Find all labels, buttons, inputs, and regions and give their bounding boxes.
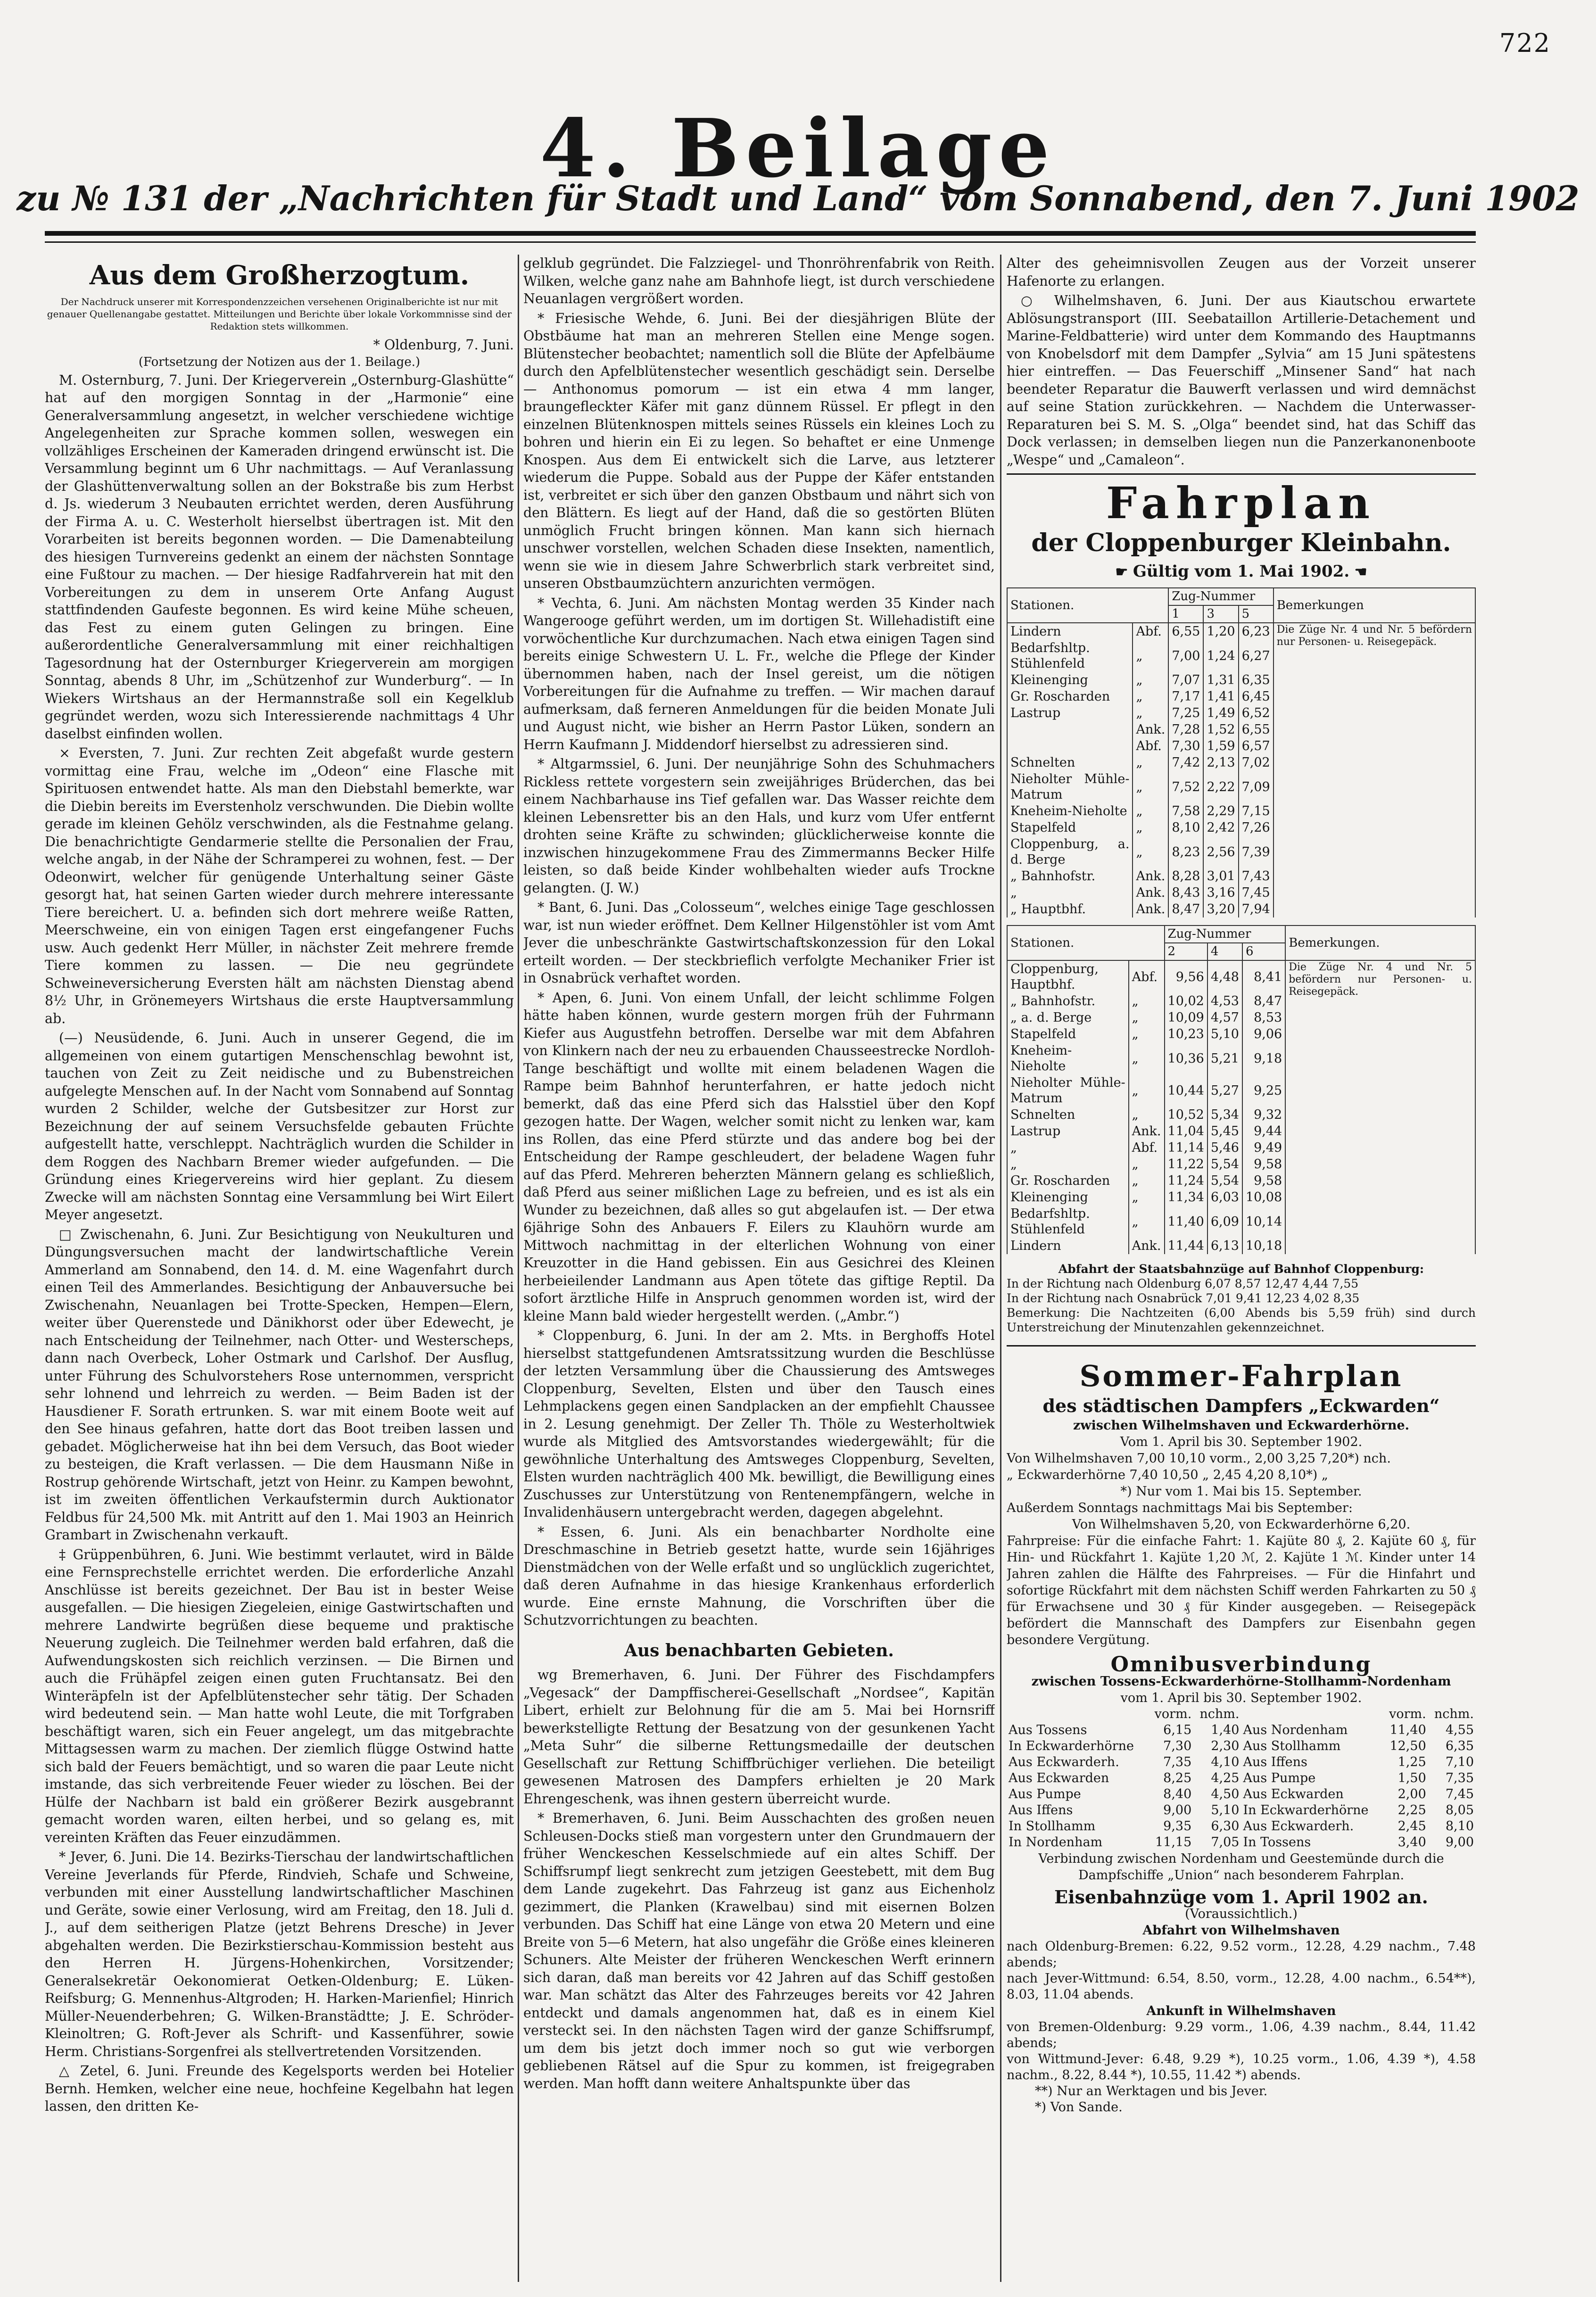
- departure-time: 10,44: [1165, 1074, 1207, 1107]
- article-apen: * Apen, 6. Juni. Von einem Unfall, der leicht schlimme Folgen hätte haben können, wurde gestern morgen früh der Fuhrmann Kiefer aus Augustfehn betroffen. Derselbe war mit dem Abfahren von Klinkern nach der neu zu erbauenden Chausseestrecke Nordloh-Tange beschäftigt und wollte mit einem beladenen Wagen die Rampe beim Bahnhof herunterfahren, er hatte jedoch nicht bemerkt, daß das eine Pferd sich das Halsstiel über den Kopf gezogen hatte. Der Wagen, welcher somit nicht zu lenken war, kam ins Rollen, das eine Pferd stürzte und das andere bog bei der Entscheidung der Rampe geschleudert, der beladene Wagen fuhr auf das Pferd. Mehreren beherzten Männern gelang es schließlich, daß Pferd aus seiner mißlichen Lage zu befreien, und es ist als ein Wunder zu bezeichnen, daß alles so gut abgelaufen ist. — Der etwa 6jährige Sohn des Anbauers F. Eilers zu Klauhörn wurde am Mittwoch nachmittag in der elterlichen Wohnung von einer Kreuzotter in die Hand gebissen. Ein aus Gesichrei des Kleinen herbeieilender Landmann aus Apen tötete das giftige Reptil. Da sofort ärztliche Hilfe in Anspruch genommen worden ist, wird der kleine Mann bald wieder hergestellt werden. („Ambr.“): [523, 990, 995, 1324]
- timetable-remarks: Die Züge Nr. 4 und Nr. 5 befördern nur Personen- u. Reisegepäck.: [1273, 623, 1475, 917]
- arrival-departure-mark: „: [1133, 754, 1168, 771]
- omnibus-stop: Aus Nordenham: [1243, 1722, 1348, 1737]
- arrival-departure-mark: Abf.: [1133, 623, 1168, 640]
- fahrplan-validity: ☛ Gültig vom 1. Mai 1902. ☚: [1115, 562, 1367, 581]
- article-grueppenbuehren: ‡ Grüppenbühren, 6. Juni. Wie bestimmt verlautet, wird in Bälde eine Fernsprechstelle errichtet werden. Die erforderliche Anzahl Anschlüsse ist bereits gezeichnet. Der Bau ist in bester Weise ausgefallen. — Die hiesigen Ziegeleien, einige Gastwirtschaften und mehrere Landwirte begrüßen diese bequeme und praktische Neuerung zugleich. Die Teilnehmer werden bald erfahren, daß die Aufwendungskosten sich reichlich verzinsen. — Die Birnen und auch die Frühäpfel zeigen einen guten Fruchtansatz. Bei den Winteräpfeln ist der Apfelblütenstecher sehr tätig. Der Schaden wird bedeutend sein. — Man hatte wohl Leute, die mit Torfgraben beschäftigt waren, sich ein Feuer angelegt, um das mitgebrachte Mittagsessen warm zu machen. Der ziemlich flügge Ostwind hatte sich bald der Feuers bemächtigt, und so waren die paar Leute nicht imstande, das sich verbreitende Feuer wieder zu löschen. Bei der Hülfe der Nachbarn ist bald ein größerer Bezirk ausgebrannt gemacht worden waren, eilten herbei, und so gelang es, mit vereinten Kräften das Feuer einzudämmen.: [45, 1546, 514, 1845]
- eisenbahn-arrival-line: von Wittmund-Jever: 6.48, 9.29 *), 10.25 vorm., 1.06, 4.39 *), 4.58 nachm., 8.22, 8.44 *), 10.55, 11.42 *) abends.: [1007, 2052, 1476, 2083]
- article-osternburg: M. Osternburg, 7. Juni. Der Kriegerverein „Osternburg-Glashütte“ hat auf den morgigen Sonntag in der „Harmonie“ eine Generalversammlung angesetzt, in welcher verschiedene wichtige Angelegenheiten zur Sprache kommen sollen, weswegen ein vollzähliges Erscheinen der Kameraden dringend erwünscht ist. Die Versammlung beginnt um 6 Uhr nachmittags. — Auf Veranlassung der Glashüttenverwaltung sollen an der Bokstraße bis zum Herbst d. Js. wiederum 3 Neubauten errichtet werden, deren Ausführung der Firma A. u. C. Westerholt hierselbst übertragen ist. Mit den Vorarbeiten ist bereits begonnen worden. — Die Damenabteilung des hiesigen Turnvereins gedenkt an einem der nächsten Sonntage eine Fußtour zu machen. — Der hiesige Radfahrverein hat mit den Vorbereitungen zu dem in unserem Orte Anfang August stattfindenden Gaufeste begonnen. Es wird keine Mühe scheuen, das Fest zu einem guten Gelingen zu bringen. Eine außerordentliche Generalversammlung mit einer reichhaltigen Tagesordnung hat der Osternburger Kriegerverein am morgigen Sonntag, abends 8 Uhr, im „Schützenhof zur Wunderburg“. — In Wiekers Wirtshaus an der Hermannstraße soll ein Kegelklub gegründet werden, wozu sich Interessierende nachmittags 4 Uhr daselbst einfinden wollen.: [45, 372, 514, 742]
- sommer-fahrplan-line: Von Wilhelmshaven 5,20, von Eckwarderhörne 6,20.: [1072, 1517, 1411, 1532]
- departure-time: 5,10: [1207, 1026, 1242, 1042]
- arrival-departure-mark: „: [1133, 836, 1168, 868]
- station-name: Stapelfeld: [1007, 1026, 1129, 1042]
- fahrplan-note: Bemerkung: Die Nachtzeiten (6,00 Abends bis 5,59 früh) sind durch Unterstreichung der Minutenzahlen gekennzeichnet.: [1007, 1306, 1476, 1335]
- departure-time: 5,54: [1207, 1156, 1242, 1173]
- divider: [1007, 473, 1476, 475]
- departure-time: 4,53: [1207, 993, 1242, 1009]
- departure-time: 11,40: [1165, 1206, 1207, 1238]
- arrival-departure-mark: „: [1129, 993, 1165, 1009]
- arrival-departure-mark: „: [1129, 1189, 1165, 1206]
- timetable-remarks: Die Züge Nr. 4 und Nr. 5 befördern nur Personen- u. Reisegepäck.: [1285, 960, 1475, 1254]
- departure-time: 2,13: [1203, 754, 1238, 771]
- departure-time: 5,21: [1207, 1042, 1242, 1074]
- masthead-rule-thin: [45, 241, 1476, 243]
- station-name: „ Bahnhofstr.: [1007, 993, 1129, 1009]
- arrival-departure-mark: „: [1133, 819, 1168, 836]
- departure-time: 6,55: [1168, 623, 1203, 640]
- departure-time: 11,22: [1165, 1156, 1207, 1173]
- fahrplan-note: In der Richtung nach Oldenburg 6,07 8,57 12,47 4,44 7,55: [1007, 1277, 1359, 1291]
- article-bremerhaven-1: wg Bremerhaven, 6. Juni. Der Führer des Fischdampfers „Vegesack“ der Dampffischerei-Gesellschaft „Nordsee“, Kapitän Libert, erhielt zur Belohnung für die am 5. Mai bei Hornsriff bewerkstelligte Rettung der Besatzung von der gesunkenen Yacht „Meta Suhr“ die silberne Rettungsmedaille der deutschen Gesellschaft zur Rettung Schiffbrüchiger verliehen. Die beteiligt gewesenen Matrosen des Dampfers erhielten je 20 Mark Ehrengeschenk, was ihnen gestern überreicht wurde.: [523, 1667, 995, 1807]
- article-bremerhaven-2: * Bremerhaven, 6. Juni. Beim Ausschachten des großen neuen Schleusen-Docks stieß man vorgestern unter den Grundmauern der früher Wenckeschen Kesselschmiede auf ein altes Schiff. Der Schiffsrumpf liegt senkrecht zum jetzigen Geestebett, mit dem Bug dem Lande zugekehrt. Das Fahrzeug ist ganz aus Eichenholz gezimmert, die Planken (Krawelbau) sind mit eisernen Bolzen verbunden. Das Schiff hat eine Länge von etwa 20 Metern und eine Breite von 5—6 Metern, hat also ungefähr die Größe eines kleineren Schuners. Alte Meister der früheren Wenckeschen Werft erinnern sich daran, daß man bereits vor 42 Jahren auf das Schiff gestoßen war. Man schätzt das Alter des Fahrzeuges bereits vor 42 Jahren entdeckt und damals angenommen hat, daß es in einem Kiel versteckt sei. In den nächsten Tagen wird der ganze Schiffsrumpf, um dem bis jetzt doch immer noch so gut wie verborgen gebliebenen Rätsel auf die Spur zu kommen, ist freigegraben werden. Man hofft dann weitere Anhaltspunkte über das: [523, 1810, 995, 2091]
- table-header-remarks: Bemerkungen.: [1285, 925, 1475, 960]
- omnibus-stop: Aus Eckwarderh.: [1243, 1818, 1354, 1834]
- sommer-fahrplan-prices: Fahrpreise: Für die einfache Fahrt: 1. Kajüte 80 ₰, 2. Kajüte 60 ₰, für Hin- und Rückfahrt 1. Kajüte 1,20 ℳ, 2. Kajüte 1 ℳ. Kinder unter 14 Jahren zahlen die Hälfte des Fahrpreises. — Für die Hinfahrt und sofortige Rückfahrt mit dem nächsten Schiff werden Fahrkarten zu 50 ₰ für Erwachsene und 30 ₰ für Kinder ausgegeben. — Reisegepäck befördert die Mannschaft des Dampfers zur Eisenbahn gegen besondere Vergütung.: [1007, 1534, 1476, 1648]
- article-zetel-continued: gelklub gegründet. Die Falzziegel- und Thonröhrenfabrik von Reith. Wilken, welche ganz nahe am Bahnhofe liegt, ist durch verschiedene Neuanlagen vergrößert worden.: [523, 256, 995, 306]
- station-name: „: [1007, 884, 1133, 901]
- column-label: vorm.: [1389, 1706, 1426, 1721]
- arrival-departure-mark: „: [1129, 1173, 1165, 1189]
- omnibus-stop: In Tossens: [1243, 1834, 1311, 1850]
- departure-time: 10,02: [1165, 993, 1207, 1009]
- departure-time: 9,06: [1242, 1026, 1285, 1042]
- article-bremerhaven-continued: Alter des geheimnisvollen Zeugen aus der Vorzeit unserer Hafenorte zu erlangen.: [1007, 256, 1476, 289]
- train-number: 6: [1242, 943, 1285, 960]
- dateline: * Oldenburg, 7. Juni.: [373, 337, 514, 353]
- article-bant: * Bant, 6. Juni. Das „Colosseum“, welches einige Tage geschlossen war, ist nun wieder eröffnet. Dem Kellner Hilgenstöhler ist vom Amt Jever die unbeschränkte Gastwirtschaftskonzession für den Lokal erteilt worden. — Der steckbrieflich verfolgte Mechaniker Frier ist in Osnabrück verhaftet worden.: [523, 900, 995, 986]
- omnibus-time: 9,00: [1445, 1834, 1474, 1850]
- article-cloppenburg: * Cloppenburg, 6. Juni. In der am 2. Mts. in Berghoffs Hotel hierselbst stattgefundenen Amtsratssitzung wurden die Beschlüsse der letzten Versammlung über die Chaussierung des Amtsweges Cloppenburg, Sevelten, Elsten und über den Tausch eines Lehmplackens gegen einen Sandplacken an der empfiehlt Chaussee in 2. Lesung genehmigt. Der Zeller Th. Thöle zu Westerholtwiek wurde als Mitglied des Amtsvorstandes wiedergewählt; für die gewöhnliche Unterhaltung des Amtsweges Cloppenburg, Sevelten, Elsten wurden nachträglich 400 Mk. bewilligt, die Bewilligung eines Zuschusses zur Unterstützung von Rentenempfängern, welche in Invalidenhäusern untergebracht werden, dagegen abgelehnt.: [523, 1328, 995, 1520]
- pointing-hand-icon: ☛: [1115, 563, 1133, 580]
- table-header-train-number: Zug-Nummer: [1165, 925, 1286, 943]
- departure-time: 10,23: [1165, 1026, 1207, 1042]
- departure-time: 1,49: [1203, 705, 1238, 721]
- omnibus-stop: Aus Pumpe: [1009, 1786, 1081, 1801]
- page-number: 722: [1499, 28, 1551, 58]
- omnibus-stop: Aus Pumpe: [1243, 1770, 1316, 1785]
- departure-time: 1,59: [1203, 738, 1238, 754]
- departure-time: 6,27: [1239, 640, 1273, 672]
- article-friesische-wehde: * Friesische Wehde, 6. Juni. Bei der diesjährigen Blüte der Obstbäume hat man an mehreren Stellen eine Menge sogen. Blütenstecher beobachtet; namentlich soll die Blüte der Apfelbäume durch den Apfelblütenstecher wesentlich geschädigt sein. Derselbe — Anthonomus pomorum — ist ein etwa 4 mm langer, braungefleckter Käfer mit ganz dünnem Rüssel. Er pflegt in den einzelnen Blütenknospen mittels seines Rüssels ein kleines Loch zu bohren und hierin ein Ei zu legen. So behaftet er eine Unmenge Knospen. Aus dem Ei entwickelt sich die Larve, aus letzterer wiederum die Puppe. Sobald aus der Puppe der Käfer entstanden ist, verbreitet er sich über den ganzen Obstbaum und nährt sich von den Blättern. Es liegt auf der Hand, daß die so gestörten Blüten unmöglich Frucht bringen können. Man kann sich hiernach unschwer vorstellen, welchen Schaden diese Insekten, namentlich, wenn sie wie in diesem Jahre Schwerbrlich stark verbreitet sind, unseren Obstbaumzüchtern anzurichten vermögen.: [523, 310, 995, 591]
- omnibus-stop: Aus Stollhamm: [1243, 1738, 1341, 1753]
- omnibus-row: [1007, 1818, 1476, 1834]
- omnibus-time: 1,25: [1398, 1754, 1426, 1769]
- column-label: nchm.: [1199, 1706, 1240, 1721]
- train-number: 1: [1168, 605, 1203, 623]
- fahrplan-subtitle: der Cloppenburger Kleinbahn.: [1031, 529, 1451, 558]
- omnibus-time: 4,25: [1211, 1770, 1240, 1785]
- arrival-departure-mark: „: [1133, 705, 1168, 721]
- eisenbahn-note: (Voraussichtlich.): [1185, 1907, 1298, 1922]
- omnibus-time: 2,00: [1398, 1786, 1426, 1801]
- departure-time: 11,24: [1165, 1173, 1207, 1189]
- station-name: Gr. Roscharden: [1007, 1173, 1129, 1189]
- omnibus-time: 4,50: [1211, 1786, 1240, 1801]
- sommer-fahrplan-line: *) Nur vom 1. Mai bis 15. September.: [1120, 1484, 1362, 1499]
- sommer-fahrplan-line: „ Eckwarderhörne 7,40 10,50 „ 2,45 4,20 8,10*) „: [1007, 1468, 1328, 1483]
- omnibus-time: 2,45: [1398, 1818, 1426, 1834]
- departure-time: 11,04: [1165, 1123, 1207, 1140]
- departure-time: 7,52: [1168, 771, 1203, 803]
- departure-time: 7,15: [1239, 803, 1273, 819]
- article-eversten: × Eversten, 7. Juni. Zur rechten Zeit abgefaßt wurde gestern vormittag eine Frau, welche im „Odeon“ eine Flasche mit Spirituosen entwendet hatte. Als man den Diebstahl bemerkte, war die Diebin bereits im Everstenholz verschwunden. Die Diebin wollte gerade im kleinen Gehölz verschwinden, als die Festnahme gelang. Die benachrichtigte Gendarmerie stellte die Personalien der Frau, welche angab, in der Nähe der Schramperei zu wohnen, fest. — Der Odeonwirt, welcher für genügende Unterhaltung seiner Gäste gesorgt hat, hat seinen Garten wieder durch mehrere interessante Tiere bereichert. U. a. befinden sich dort mehrere weiße Ratten, Meerschweine, ein von einigen Tagen erst eingefangener Fuchs usw. Auch gedenkt Herr Müller, in nächster Zeit mehrere fremde Tiere kommen zu lassen. — Die neu gegründete Schweineversicherung Eversten hält am nächsten Dienstag abend 8½ Uhr, in Grönemeyers Wirtshaus die erste Hauptversammlung ab.: [45, 745, 514, 1026]
- table-header-train-number: Zug-Nummer: [1168, 588, 1273, 605]
- omnibus-time: 8,10: [1445, 1818, 1474, 1834]
- sommer-fahrplan-subtitle: des städtischen Dampfers „Eckwarden“: [1042, 1395, 1440, 1416]
- omnibus-stop: Aus Tossens: [1009, 1722, 1087, 1737]
- arrival-departure-mark: „: [1133, 672, 1168, 688]
- departure-time: 9,18: [1242, 1042, 1285, 1074]
- departure-time: 1,31: [1203, 672, 1238, 688]
- train-number: 3: [1203, 605, 1238, 623]
- train-number: 4: [1207, 943, 1242, 960]
- omnibus-time: 7,05: [1211, 1834, 1240, 1850]
- arrival-departure-mark: Abf.: [1133, 738, 1168, 754]
- timetable-row: [1007, 960, 1475, 993]
- departure-time: 8,10: [1168, 819, 1203, 836]
- departure-time: 7,42: [1168, 754, 1203, 771]
- fahrplan-note: In der Richtung nach Osnabrück 7,01 9,41 12,23 4,02 8,35: [1007, 1291, 1360, 1305]
- column-3: [1007, 255, 1476, 2277]
- departure-time: 6,52: [1239, 705, 1273, 721]
- masthead-subtitle: zu № 131 der „Nachrichten für Stadt und Land“ vom Sonnabend, den 7. Juni 1902: [17, 178, 1579, 218]
- departure-time: 5,46: [1207, 1140, 1242, 1156]
- table-header-stations: Stationen.: [1007, 588, 1168, 623]
- table-header-stations: Stationen.: [1007, 925, 1165, 960]
- arrival-departure-mark: Ank.: [1133, 884, 1168, 901]
- article-jever: * Jever, 6. Juni. Die 14. Bezirks-Tierschau der landwirtschaftlichen Vereine Jeverlands für Pferde, Rindvieh, Schafe und Schweine, verbunden mit einer Ausstellung landwirtschaftlicher Maschinen und Geräte, sowie einer Verlosung, wird am Freitag, den 18. Juli d. J., auf dem seitherigen Platze (jetzt Behrens Dresche) in Jever abgehalten werden. Die Bezirkstierschau-Kommission besteht aus den Herren H. Jürgens-Hohenkirchen, Vorsitzender; Generalsekretär Oekonomierat Oetken-Oldenburg; E. Lüken-Reifsburg; G. Mennenhus-Altgroden; H. Harken-Marienfiel; Hinrich Müller-Neuenderbehren; G. Wilken-Branstädtte; J. E. Schröder-Kleinoltren; G. Roft-Jever als Schrift- und Kassenführer, sowie Herm. Christians-Sorgenfrei als stellvertretenden Vorsitzenden.: [45, 1849, 514, 2059]
- article-zetel: △ Zetel, 6. Juni. Freunde des Kegelsports werden bei Hotelier Bernh. Hemken, welcher eine neue, hochfeine Kegelbahn hat legen lassen, den dritten Ke-: [45, 2063, 514, 2115]
- continuation-note: (Fortsetzung der Notizen aus der 1. Beilage.): [138, 355, 421, 370]
- departure-time: 10,09: [1165, 1009, 1207, 1026]
- omnibus-time: 11,40: [1389, 1722, 1426, 1737]
- departure-time: 5,54: [1207, 1173, 1242, 1189]
- station-name: [1007, 738, 1133, 754]
- departure-time: 7,00: [1168, 640, 1203, 672]
- departure-time: 10,52: [1165, 1107, 1207, 1123]
- omnibus-time: 1,40: [1211, 1722, 1240, 1737]
- departure-time: 6,55: [1239, 721, 1273, 738]
- article-essen: * Essen, 6. Juni. Als ein benachbarter Nordholte eine Dreschmaschine in Betrieb gesetzt hatte, wurde sein 16jähriges Dienstmädchen von der Welle erfaßt und so unglücklich zugerichtet, daß deren Aufnahme in das hiesige Krankenhaus erforderlich wurde. Eine ernste Mahnung, die Vorschriften über die Schutzvorrichtungen zu beachten.: [523, 1524, 995, 1628]
- timetable-row: [1007, 623, 1475, 640]
- arrival-departure-mark: Ank.: [1133, 721, 1168, 738]
- departure-time: 7,07: [1168, 672, 1203, 688]
- departure-time: 7,25: [1168, 705, 1203, 721]
- departure-time: 7,26: [1239, 819, 1273, 836]
- arrival-departure-mark: Ank.: [1133, 868, 1168, 884]
- departure-time: 10,18: [1242, 1238, 1285, 1254]
- fahrplan-title: Fahrplan: [1106, 478, 1377, 529]
- omnibus-row: [1007, 1802, 1476, 1818]
- station-name: Lastrup: [1007, 1123, 1129, 1140]
- departure-time: 1,41: [1203, 688, 1238, 705]
- omnibus-connection: Verbindung zwischen Nordenham und Geestemünde durch die Dampfschiffe „Union“ nach besonderem Fahrplan.: [1038, 1851, 1444, 1883]
- article-vechta: * Vechta, 6. Juni. Am nächsten Montag werden 35 Kinder nach Wangerooge geführt werden, um im dortigen St. Willehadistift eine vorwöchentliche Kur durchzumachen. Nach etwa einigen Tagen sind bereits einige Schwestern U. L. Fr., welche die Pflege der Kinder übernommen haben, nach der Insel gereist, um die nötigen Vorbereitungen für die Aufnahme zu treffen. — Wir machen darauf aufmerksam, daß ferneren Anmeldungen für die beiden Monate Juli und August nicht, wie bisher an Herrn Pastor Lüken, sondern an Herrn Kaufmann J. Middendorf hierselbst zu adressieren sind.: [523, 595, 995, 752]
- departure-time: 5,34: [1207, 1107, 1242, 1123]
- omnibus-time: 4,55: [1445, 1722, 1474, 1737]
- departure-time: 11,44: [1165, 1238, 1207, 1254]
- timetable-outbound: [1007, 587, 1476, 917]
- station-name: Lastrup: [1007, 705, 1133, 721]
- departure-time: 6,09: [1207, 1206, 1242, 1238]
- eisenbahn-title: Eisenbahnzüge vom 1. April 1902 an.: [1054, 1886, 1428, 1908]
- departure-time: 7,28: [1168, 721, 1203, 738]
- departure-time: 8,43: [1168, 884, 1203, 901]
- departure-time: 5,45: [1207, 1123, 1242, 1140]
- arrival-departure-mark: „: [1133, 688, 1168, 705]
- arrival-departure-mark: „: [1129, 1042, 1165, 1074]
- station-name: Nieholter Mühle-Matrum: [1007, 1074, 1129, 1107]
- arrival-departure-mark: „: [1133, 803, 1168, 819]
- departure-time: 10,08: [1242, 1189, 1285, 1206]
- arrival-departure-mark: Ank.: [1129, 1123, 1165, 1140]
- station-name: „: [1007, 1156, 1129, 1173]
- departure-time: 7,58: [1168, 803, 1203, 819]
- omnibus-row: [1007, 1834, 1476, 1851]
- eisenbahn-departure-heading: Abfahrt von Wilhelmshaven: [1142, 1923, 1340, 1938]
- station-name: Kleinenging: [1007, 1189, 1129, 1206]
- arrival-departure-mark: „: [1133, 771, 1168, 803]
- omnibus-period: vom 1. April bis 30. September 1902.: [1120, 1690, 1362, 1705]
- departure-time: 2,22: [1203, 771, 1238, 803]
- departure-time: 9,58: [1242, 1173, 1285, 1189]
- train-number: 5: [1239, 605, 1273, 623]
- departure-time: 4,57: [1207, 1009, 1242, 1026]
- column-divider-2: [1000, 255, 1001, 2282]
- section-heading-grossherzogtum: Aus dem Großherzogtum.: [89, 260, 470, 291]
- departure-time: 2,56: [1203, 836, 1238, 868]
- omnibus-stop: Aus Iffens: [1243, 1754, 1307, 1769]
- omnibus-time: 6,30: [1211, 1818, 1240, 1834]
- eisenbahn-arrival-heading: Ankunft in Wilhelmshaven: [1146, 2004, 1336, 2019]
- masthead-title: 4. Beilage: [540, 101, 1056, 196]
- arrival-departure-mark: „: [1133, 640, 1168, 672]
- omnibus-time: 8,40: [1163, 1786, 1192, 1801]
- station-name: Stapelfeld: [1007, 819, 1133, 836]
- sommer-fahrplan-title: Sommer-Fahrplan: [1079, 1359, 1403, 1394]
- station-name: Kneheim-Nieholte: [1007, 1042, 1129, 1074]
- departure-time: 9,49: [1242, 1140, 1285, 1156]
- omnibus-time: 7,10: [1445, 1754, 1474, 1769]
- pointing-hand-icon: ☚: [1349, 563, 1367, 580]
- departure-time: 6,23: [1239, 623, 1273, 640]
- departure-time: 8,53: [1242, 1009, 1285, 1026]
- departure-time: 8,23: [1168, 836, 1203, 868]
- departure-time: 3,20: [1203, 901, 1238, 917]
- departure-time: 6,45: [1239, 688, 1273, 705]
- omnibus-time: 6,15: [1163, 1722, 1192, 1737]
- omnibus-time: 9,35: [1163, 1818, 1192, 1834]
- omnibus-stop: Aus Eckwarderh.: [1009, 1754, 1119, 1769]
- column-divider-1: [518, 255, 519, 2282]
- departure-time: 4,48: [1207, 960, 1242, 993]
- omnibus-stop: In Stollhamm: [1009, 1818, 1096, 1834]
- fahrplan-notes-heading: Abfahrt der Staatsbahnzüge auf Bahnhof Cloppenburg:: [1058, 1262, 1424, 1276]
- sommer-fahrplan-period: Vom 1. April bis 30. September 1902.: [1120, 1435, 1363, 1450]
- arrival-departure-mark: „: [1129, 1156, 1165, 1173]
- arrival-departure-mark: Abf.: [1129, 1140, 1165, 1156]
- eisenbahn-footnote: **) Nur an Werktagen und bis Jever.: [1035, 2084, 1268, 2099]
- column-label: vorm.: [1154, 1706, 1192, 1721]
- departure-time: 3,16: [1203, 884, 1238, 901]
- sommer-fahrplan-line: Von Wilhelmshaven 7,00 10,10 vorm., 2,00 3,25 7,20*) nch.: [1007, 1451, 1391, 1466]
- arrival-departure-mark: Ank.: [1133, 901, 1168, 917]
- arrival-departure-mark: Ank.: [1129, 1238, 1165, 1254]
- omnibus-stop: Aus Eckwarden: [1243, 1786, 1344, 1801]
- departure-time: 7,94: [1239, 901, 1273, 917]
- omnibus-row: [1007, 1786, 1476, 1802]
- departure-time: 10,14: [1242, 1206, 1285, 1238]
- omnibus-time: 7,30: [1163, 1738, 1192, 1753]
- station-name: „ Bahnhofstr.: [1007, 868, 1133, 884]
- omnibus-time: 7,35: [1445, 1770, 1474, 1785]
- departure-time: 5,27: [1207, 1074, 1242, 1107]
- departure-time: 1,24: [1203, 640, 1238, 672]
- departure-time: 8,47: [1168, 901, 1203, 917]
- reprint-notice: Der Nachdruck unserer mit Korrespondenzzeichen versehenen Originalberichte ist nur mit genauer Quellenangabe gestattet. Mitteilungen und Berichte über lokale Vorkommnisse sind der Redaktion stets willkommen.: [47, 296, 512, 332]
- sommer-fahrplan-route: zwischen Wilhelmshaven und Eckwarderhörne.: [1073, 1418, 1410, 1433]
- arrival-departure-mark: „: [1129, 1026, 1165, 1042]
- departure-time: 7,09: [1239, 771, 1273, 803]
- column-label: nchm.: [1434, 1706, 1474, 1721]
- table-header-remarks: Bemerkungen: [1273, 588, 1475, 623]
- omnibus-title: Omnibusverbindung: [1110, 1653, 1372, 1677]
- departure-time: 9,56: [1165, 960, 1207, 993]
- arrival-departure-mark: „: [1129, 1009, 1165, 1026]
- departure-time: 7,43: [1239, 868, 1273, 884]
- station-name: Bedarfshltp. Stühlenfeld: [1007, 1206, 1129, 1238]
- departure-time: 6,57: [1239, 738, 1273, 754]
- station-name: Cloppenburg, Hauptbhf.: [1007, 960, 1129, 993]
- sommer-fahrplan-line: Außerdem Sonntags nachmittags Mai bis September:: [1007, 1501, 1353, 1516]
- departure-time: 7,30: [1168, 738, 1203, 754]
- omnibus-time: 12,50: [1389, 1738, 1426, 1753]
- departure-time: 7,45: [1239, 884, 1273, 901]
- departure-time: 11,34: [1165, 1189, 1207, 1206]
- station-name: Schnelten: [1007, 754, 1133, 771]
- article-zwischenahn: □ Zwischenahn, 6. Juni. Zur Besichtigung von Neukulturen und Düngungsversuchen macht der landwirtschaftliche Verein Ammerland am Sonnabend, den 14. d. M. eine Wagenfahrt durch einen Teil des Ammerlandes. Besichtigung der Anbauversuche bei Zwischenahn, Neuanlagen bei Trotte-Specken, Hempen—Elern, weiter über Querenstede und Dänikhorst oder über Edewecht, je nach Entscheidung der Teilnehmer, nach Otter- und Westerscheps, dann nach Overbeck, Loher Ostmark und Carlshof. Der Ausflug, unter Führung des Schulvorstehers Rose unternommen, verspricht sehr lohnend und lehrreich zu werden. — Beim Baden ist der Hausdiener F. Sorath ertrunken. S. war mit einem Boote weit auf den See hinaus gefahren, hatte dort das Boot treiben lassen und gebadet. Möglicherweise hat ihn bei dem Versuch, das Boot wieder zu besteigen, die Kraft verlassen. — Die dem Hausmann Niße in Rostrup gehörende Wirtschaft, jetzt von Heinr. zu Kampen bewohnt, ist im zweiten öffentlichen Verkaufstermin durch Auktionator Feldbus für 24,500 Mk. mit Antritt auf den 1. Mai 1903 an Heinrich Grambart in Zwischenahn verkauft.: [45, 1226, 514, 1543]
- omnibus-table: [1007, 1706, 1476, 1851]
- departure-time: 8,47: [1242, 993, 1285, 1009]
- arrival-departure-mark: „: [1129, 1107, 1165, 1123]
- omnibus-time: 1,50: [1398, 1770, 1426, 1785]
- omnibus-stop: Aus Eckwarden: [1009, 1770, 1109, 1785]
- omnibus-time: 6,35: [1445, 1738, 1474, 1753]
- omnibus-time: 8,05: [1445, 1802, 1474, 1818]
- station-name: „: [1007, 1140, 1129, 1156]
- omnibus-stop: In Eckwarderhörne: [1243, 1802, 1369, 1818]
- timetable-return: [1007, 925, 1476, 1254]
- omnibus-time: 4,10: [1211, 1754, 1240, 1769]
- article-wilhelmshaven: ○ Wilhelmshaven, 6. Juni. Der aus Kiautschou erwartete Ablösungstransport (III. Seebataillon Artillerie-Detachement und Marine-Feldbatterie) wird unter dem Kommando des Hauptmanns von Knobelsdorf mit dem Dampfer „Sylvia“ am 15 Juni spätestens hier eintreffen. — Das Feuerschiff „Minsener Sand“ hat nach beendeter Reparatur die Bauwerft verlassen und wird demnächst auf seine Station zurückkehren. — Nachdem die Unterwasser-Reparaturen bei S. M. S. „Olga“ beendet sind, hat das Schiff das Dock verlassen; in demselben liegen nun die Panzerkanonenboote „Wespe“ und „Camaleon“.: [1007, 293, 1476, 468]
- station-name: Schnelten: [1007, 1107, 1129, 1123]
- eisenbahn-arrival-line: von Bremen-Oldenburg: 9.29 vorm., 1.06, 4.39 nachm., 8.44, 11.42 abends;: [1007, 2020, 1476, 2051]
- omnibus-stop: In Eckwarderhörne: [1009, 1738, 1134, 1753]
- departure-time: 7,39: [1239, 836, 1273, 868]
- omnibus-time: 11,15: [1155, 1834, 1192, 1850]
- omnibus-time: 7,35: [1163, 1754, 1192, 1769]
- arrival-departure-mark: „: [1129, 1206, 1165, 1238]
- station-name: Kneheim-Nieholte: [1007, 803, 1133, 819]
- departure-time: 8,41: [1242, 960, 1285, 993]
- departure-time: 1,52: [1203, 721, 1238, 738]
- divider: [1007, 1345, 1476, 1347]
- article-neusuedende: (—) Neusüdende, 6. Juni. Auch in unserer Gegend, die im allgemeinen von einem gutartigen Menschenschlag bewohnt ist, tauchen von Zeit zu Zeit neidische und zu Bubenstreichen aufgelegte Menschen auf. In der Nacht vom Sonnabend auf Sonntag wurden 2 Schilder, welche der Gutsbesitzer zur Horst zur Bezeichnung der auf seinem Versuchsfelde gebauten Früchte aufgestellt hatte, verschleppt. Nachträglich wurden die Schilder in dem Roggen des Nachbarn Bremer wieder aufgefunden. — Die Gründung eines Kriegervereins wird hier geplant. Zu diesem Zwecke will am nächsten Sonntag eine Versammlung bei Wirt Eilert Meyer angesetzt.: [45, 1030, 514, 1223]
- departure-time: 10,36: [1165, 1042, 1207, 1074]
- departure-time: 11,14: [1165, 1140, 1207, 1156]
- omnibus-time: 2,25: [1398, 1802, 1426, 1818]
- omnibus-time: 5,10: [1211, 1802, 1240, 1818]
- omnibus-time: 2,30: [1211, 1738, 1240, 1753]
- station-name: Gr. Roscharden: [1007, 688, 1133, 705]
- omnibus-stop: In Nordenham: [1009, 1834, 1103, 1850]
- column-2: [523, 255, 995, 2277]
- departure-time: 9,44: [1242, 1123, 1285, 1140]
- omnibus-stop: Aus Iffens: [1009, 1802, 1073, 1818]
- section-heading-benachbarte-gebiete: Aus benachbarten Gebieten.: [624, 1640, 894, 1661]
- departure-time: 3,01: [1203, 868, 1238, 884]
- departure-time: 9,58: [1242, 1156, 1285, 1173]
- station-name: Lindern: [1007, 623, 1133, 640]
- omnibus-route: zwischen Tossens-Eckwarderhörne-Stollhamm-Nordenham: [1031, 1674, 1451, 1689]
- omnibus-time: 9,00: [1163, 1802, 1192, 1818]
- omnibus-time: 7,45: [1445, 1786, 1474, 1801]
- omnibus-row: [1007, 1770, 1476, 1786]
- eisenbahn-footnote: *) Von Sande.: [1035, 2100, 1123, 2115]
- departure-time: 2,29: [1203, 803, 1238, 819]
- station-name: Kleinenging: [1007, 672, 1133, 688]
- arrival-departure-mark: „: [1129, 1074, 1165, 1107]
- omnibus-time: 8,25: [1163, 1770, 1192, 1785]
- departure-time: 9,32: [1242, 1107, 1285, 1123]
- station-name: Cloppenburg, a. d. Berge: [1007, 836, 1133, 868]
- station-name: „ Hauptbhf.: [1007, 901, 1133, 917]
- station-name: „ a. d. Berge: [1007, 1009, 1129, 1026]
- departure-time: 7,02: [1239, 754, 1273, 771]
- column-1: [45, 255, 514, 2277]
- omnibus-time: 3,40: [1398, 1834, 1426, 1850]
- departure-time: 2,42: [1203, 819, 1238, 836]
- station-name: Lindern: [1007, 1238, 1129, 1254]
- station-name: Bedarfshltp. Stühlenfeld: [1007, 640, 1133, 672]
- eisenbahn-departure-line: nach Oldenburg-Bremen: 6.22, 9.52 vorm., 12.28, 4.29 nachm., 7.48 abends;: [1007, 1939, 1476, 1970]
- eisenbahn-departure-line: nach Jever-Wittmund: 6.54, 8.50, vorm., 12.28, 4.00 nachm., 6.54**), 8.03, 11.04 abends.: [1007, 1971, 1476, 2002]
- departure-time: 9,25: [1242, 1074, 1285, 1107]
- omnibus-row: [1007, 1738, 1476, 1754]
- station-name: [1007, 721, 1133, 738]
- omnibus-row: [1007, 1722, 1476, 1738]
- fahrplan-notes: [1007, 1262, 1476, 1335]
- departure-time: 8,28: [1168, 868, 1203, 884]
- departure-time: 1,20: [1203, 623, 1238, 640]
- departure-time: 6,13: [1207, 1238, 1242, 1254]
- masthead-rule-thick: [45, 231, 1476, 236]
- train-number: 2: [1165, 943, 1207, 960]
- departure-time: 6,35: [1239, 672, 1273, 688]
- omnibus-row: [1007, 1754, 1476, 1770]
- departure-time: 6,03: [1207, 1189, 1242, 1206]
- arrival-departure-mark: Abf.: [1129, 960, 1165, 993]
- departure-time: 7,17: [1168, 688, 1203, 705]
- station-name: Nieholter Mühle-Matrum: [1007, 771, 1133, 803]
- article-altgarmssiel: * Altgarmssiel, 6. Juni. Der neunjährige Sohn des Schuhmachers Rickless rettete vorgestern sein zweijähriges Brüderchen, das bei einem Nachbarhause ins Tief gefallen war. Das Wasser reichte dem kleinen Lebensretter bis an den Hals, und kurz vom Ufer entfernt drohten seine Kräfte zu schwinden; glücklicherweise konnte die inzwischen hinzugekommene Frau des Zimmermanns Becker Hilfe leisten, so daß beide Kinder wohlbehalten wieder aufs Trockne gelangten. (J. W.): [523, 756, 995, 896]
